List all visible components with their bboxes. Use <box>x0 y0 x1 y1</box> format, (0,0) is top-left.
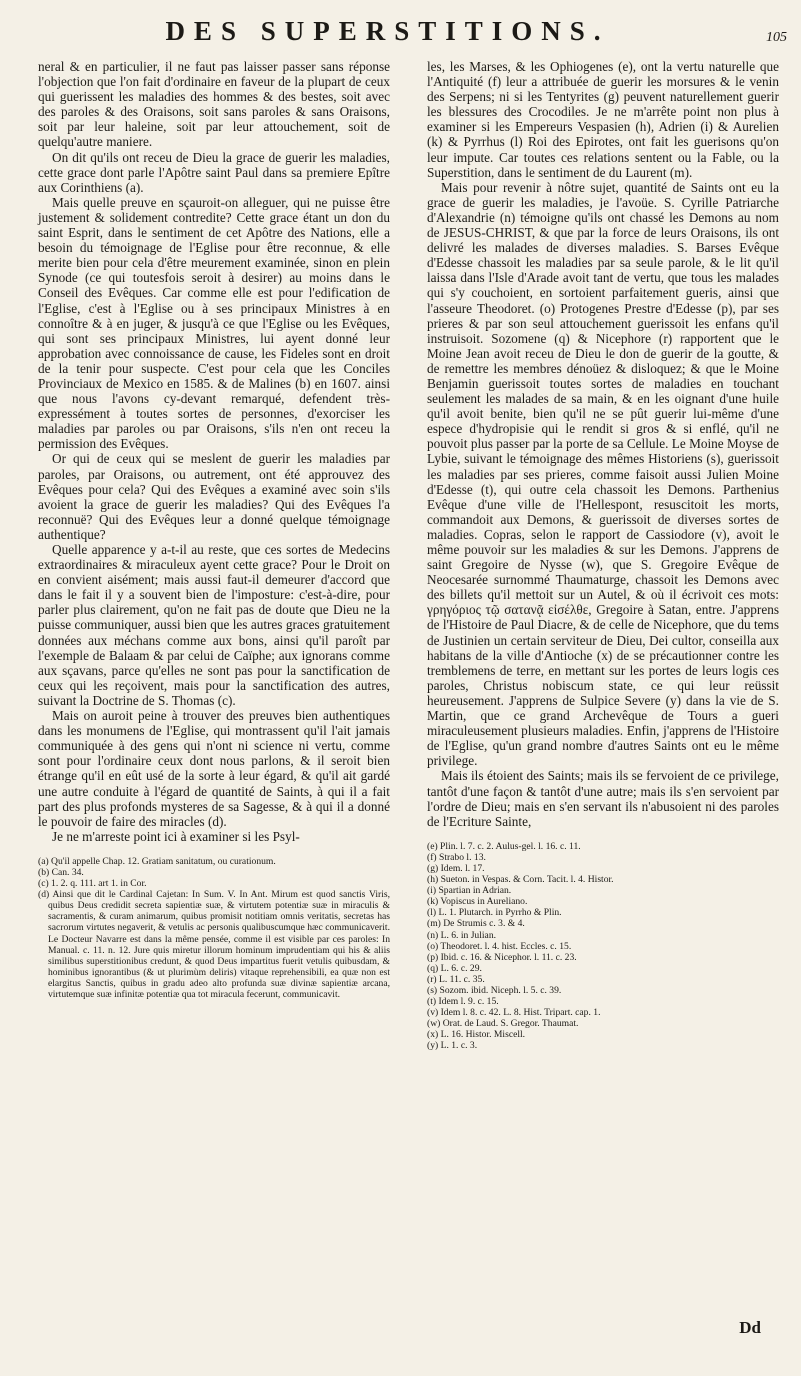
paragraph: les, les Marses, & les Ophiogenes (e), ont la vertu naturelle que l'Antiquité (f) leur a attribuée de guerir les morsures & le venin des Serpens; ni si les Tentyrites (g) peuvent naturellement guerir les blessures des Crocodiles. Je ne m'arrête point non plus à examiner si les Empereurs Vespasien (h), Adrien (i) & Aurelien (k) & Pyrrhus (l) Roi des Epirotes, ont fait les guerisons qu'on leur impute. Car toutes ces relations sentent ou la Fable, ou la Superstition, dans le sentiment de du Laurent (m). <box>427 59 779 180</box>
footnote: (l) L. 1. Plutarch. in Pyrrho & Plin. <box>427 907 562 919</box>
footnote: (k) Vopiscus in Aureliano. <box>427 896 528 908</box>
footnote: (h) Sueton. in Vespas. & Corn. Tacit. l. 4. Histor. <box>427 874 614 886</box>
signature-mark: Dd <box>739 1318 761 1337</box>
footnote: (w) Orat. de Laud. S. Gregor. Thaumat. <box>427 1018 579 1030</box>
footnote: (a) Qu'il appelle Chap. 12. Gratiam sanitatum, ou curationum. <box>38 855 276 867</box>
footnote: (x) L. 16. Histor. Miscell. <box>427 1029 526 1041</box>
footnote: (g) Idem. l. 17. <box>427 862 485 874</box>
paragraph: neral & en particulier, il ne faut pas laisser passer sans réponse l'objection que l'on fait d'ordinaire en faveur de la plupart de ceux qui guerissent les maladies des hommes & des bestes, soit avec des paroles & des Oraisons, soit sans paroles & sans Oraisons, soit par leur haleine, soit par leur attouchement, soit de quelqu'autre maniere. <box>38 59 390 150</box>
footnote: (i) Spartian in Adrian. <box>427 885 512 897</box>
left-column <box>38 59 390 1000</box>
footnote: (s) Sozom. ibid. Niceph. l. 5. c. 39. <box>427 985 562 996</box>
running-title: DES SUPERSTITIONS. <box>165 16 610 46</box>
footnote: (c) 1. 2. q. 111. art 1. in Cor. <box>38 878 147 890</box>
paragraph: Mais pour revenir à nôtre sujet, quantité de Saints ont eu la grace de guerir les maladies, je l'avoüe. S. Cyrille Patriarche d'Alexandrie (n) témoigne qu'ils ont chassé les Demons au nom de JESUS-CHRIST, & que par la force de leurs Oraisons, ils ont delivré les malades de diverses maladies. S. Barses Evêque d'Edesse chassoit les maladies par sa seule parole, & le lit qu'il laissa dans l'Isle d'Arade avoit tant de vertu, que tous les malades qui s'y couchoient, en sortoient parfaitement gueris, ainsi que l'asseure Theodoret. (o) Protogenes Prestre d'Edesse (p), par ses prieres & par son seul attouchement guerissoit les enfans qu'il instruisoit. Sozomene (q) & Nicephore (r) rapportent que le Moine Jean avoit receu de Dieu le don de guerir de la goutte, & de remettre les membres dénoüez & disloquez; & que le Moine Benjamin guerissoit toutes sortes de maladies en touchant seulement les malades de sa main, & en les oignant d'une huile qu'il avoit benite, bien qu'il ne se pût guerir lui-même d'une espece d'hydropisie qui le rendit si gros & si enflé, qu'il ne pouvoit plus passer par la porte de sa Cellule. Le Moine Moyse de Lybie, suivant le témoignage des mêmes Historiens (s), guerissoit les maladies par ses prieres, comme faisoit aussi Julien Moine d'Edesse (t), qui outre cela chassoit les Demons. Parthenius Evêque d'une ville de l'Hellespont, resuscitoit les morts, commandoit aux Demons, & guerissoit de diverses sortes de maladies. Copras, selon le rapport de Cassiodore (v), avoit le même pouvoir sur les maladies & sur les Demons. J'apprens de saint Gregoire de Nysse (w), que S. Gregoire Evêque de Neocesarée surnommé Thaumaturge, chassoit les Demons avec des billets qu'il mettoit sur un Autel, & où il écrivoit ces mots: γρηγόριος τῷ σατανᾷ εἰσέλθε, Gregoire à Satan, entre. J'apprens de l'Histoire de Paul Diacre, & de celle de Nicephore, que du tems de Justinien un certain serviteur de Dieu, Dei cultor, conseilla aux habitans de la ville d'Antioche (x) de se précautionner contre les tremblemens de terre, en mettant sur les portes de leurs logis ces paroles, Christus nobiscum state, ce qui leur reüssit heureusement. J'apprens de Sulpice Severe (y) dans la vie de S. Martin, que ce grand Archevêque de Tours a gueri miraculeusement plusieurs maladies. Enfin, j'apprens de l'Histoire de l'Eglise, qu'un grand nombre d'autres Saints ont eu le même privilege. <box>427 179 779 769</box>
paragraph: On dit qu'ils ont receu de Dieu la grace de guerir les maladies, cette grace dont parle l'Apôtre saint Paul dans sa premiere Epître aux Corinthiens (a). <box>38 149 390 195</box>
footnote: (y) L. 1. c. 3. <box>427 1040 478 1052</box>
footnote: (e) Plin. l. 7. c. 2. Aulus-gel. l. 16. c. 11. <box>427 840 581 852</box>
footnote: (p) Ibid. c. 16. & Nicephor. l. 11. c. 23. <box>427 951 577 963</box>
footnote: (n) L. 6. in Julian. <box>427 929 497 941</box>
footnote: (b) Can. 34. <box>38 866 84 878</box>
page-number: 105 <box>766 30 787 45</box>
footnote: (v) Idem l. 8. c. 42. L. 8. Hist. Tripart. cap. 1. <box>427 1007 601 1019</box>
footnotes-right <box>427 841 779 1052</box>
footnote: (r) L. 11. c. 35. <box>427 973 485 985</box>
footnote: (d) Ainsi que dit le Cardinal Cajetan: In Sum. V. In Ant. Mirum est quod sanctis Viris, quibus Deus credidit secreta sapientiæ suæ, & virtutem potentiæ suæ in miraculis & sacramentis, & curam animarum, quibus promisit notitiam omnis veritatis, secretas has sacrorum virtutes negaverit, & vetulis ac personis qualibuscumque hæc communicaverit. Le Docteur Navarre est dans la même pensée, comme il est visible par ces paroles: In Manual. c. 11. n. 12. Jure quis miretur illorum hominum imprudentiam qui his & aliis similibus superstitionibus credunt, & quod Deus impartitus fuerit vetulis quibusdam, & hominibus ignorantibus (& ut plurimùm deliris) vitaque reprehensibili, ea quæ non est elargitus Sanctis, quibus in gradu adeo alto profunda suæ divinæ sapientiæ arcana, virtutemque suæ infinitæ potentiæ qua tot miracula fecerunt, communicavit. <box>38 889 390 1000</box>
paragraph: Je ne m'arreste point ici à examiner si les Psyl- <box>52 828 300 844</box>
paragraph: Or qui de ceux qui se meslent de guerir les maladies par paroles, par Oraisons, ou autrement, ont été approuvez des Evêques pour cela? Qui des Evêques a examiné avec soin s'ils avoient la grace de guerir les maladies? Qui des Evêques l'a reconnuë? Qui des Evêques leur a donné quelque témoignage authentique? <box>38 451 390 542</box>
footnote: (f) Strabo l. 13. <box>427 851 486 863</box>
right-column <box>427 59 779 1052</box>
footnote: (o) Theodoret. l. 4. hist. Eccles. c. 15. <box>427 940 572 952</box>
footnote: (t) Idem l. 9. c. 15. <box>427 996 499 1008</box>
paragraph: Mais quelle preuve en sçauroit-on alleguer, qui ne puisse être justement & solidement contredite? Cette grace étant un don du saint Esprit, dans le sentiment de cet Apôtre des Nations, elle a besoin du témoignage de l'Eglise pour être reconnue, & elle merite bien pour cela d'être meurement examinée, sinon en plein Synode (ce qui toutesfois seroit à desirer) au moins dans le Conseil des Evêques. Car comme elle est pour l'edification de l'Eglise, c'est à l'Eglise ou à ses principaux Ministres à en connoître & à en juger, & jusqu'à ce que l'Eglise ou les Evêques, qui sont ses principaux Ministres, lui ayent donné leur approbation avec connoissance de cause, les Fideles sont en droit de la tenir pour suspecte. C'est pour cela que les Conciles Provinciaux de Mexico en 1585. & de Malines (b) en 1607. ainsi que nous l'avons cy-devant remarqué, defendent très-expressément à toutes sortes de personnes, d'exorciser les maladies par paroles ou par Oraisons, s'ils n'en ont receu la permission des Evêques. <box>38 194 390 452</box>
paragraph: Mais ils étoient des Saints; mais ils se fervoient de ce privilege, tantôt d'une façon & tantôt d'une autre; mais ils s'en servoient par l'ordre de Dieu; mais en s'en servant ils n'abusoient ni des paroles de l'Ecriture Sainte, <box>427 768 779 829</box>
paragraph: Mais on auroit peine à trouver des preuves bien authentiques dans les monumens de l'Eglise, qui montrassent qu'il l'ait jamais communiquée à des gens qui n'ont ni science ni vertu, comme sont pour l'ordinaire ceux dont nous parlons, & il seroit bien étrange qu'il en eût usé de la sorte à leur égard, & qu'il ait gardé une autre conduite à l'égard de quantité de Saints, à qui il a fait part des plus profonds mysteres de sa Sagesse, & à qui il a donné le pouvoir de faire des miracles (d). <box>38 708 390 829</box>
paragraph: Quelle apparence y a-t-il au reste, que ces sortes de Medecins extraordinaires & miraculeux ayent cette grace? Pour le Droit on en convient aisément; mais aussi faut-il demeurer d'accord que dans le fait il y a souvent bien de l'imposture: c'est-à-dire, pour parler plus clairement, qu'on ne fait pas de doute que Dieu ne la puisse communiquer, aussi bien que les autres graces gratuitement données aux méchans comme aux bons, ainsi qu'il paroît par l'exemple de Balaam & par celui de Caïphe; aux ignorans comme aux sçavans, parce qu'elles ne sont pas pour la sanctification de ceux qui les reçoivent, mais pour la sanctification des autres, suivant la Doctrine de S. Thomas (c). <box>38 542 390 708</box>
footnotes-left <box>38 856 390 1000</box>
footnote: (q) L. 6. c. 29. <box>427 962 482 974</box>
footnote: (m) De Strumis c. 3. & 4. <box>427 918 525 930</box>
page-header <box>38 16 787 56</box>
